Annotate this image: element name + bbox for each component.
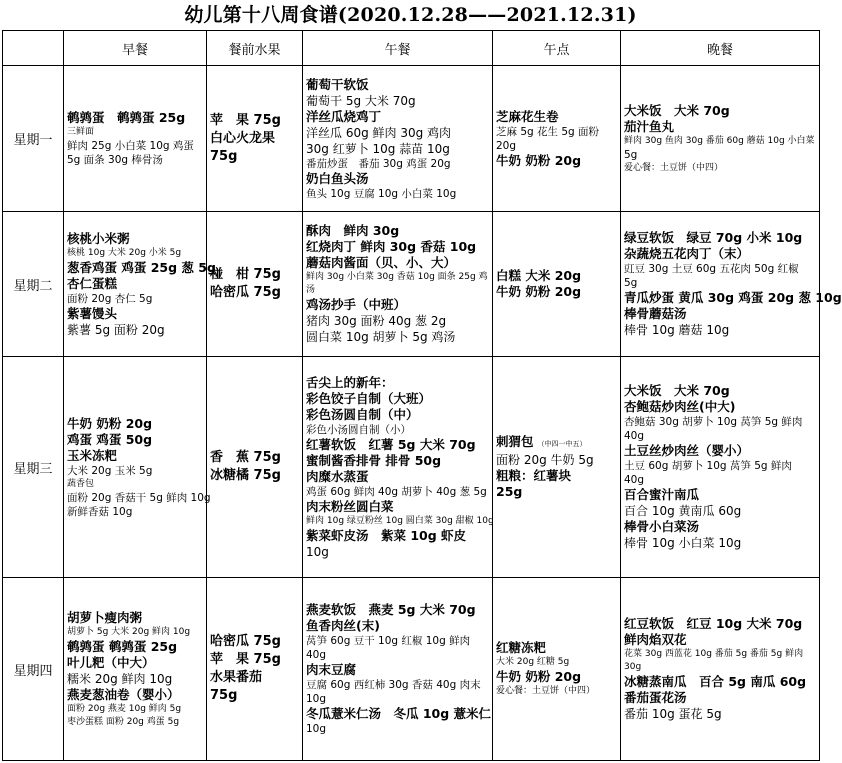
menu-line-text: 汤 bbox=[306, 285, 316, 295]
menu-line-text: 75g bbox=[210, 688, 238, 703]
menu-line bbox=[210, 130, 299, 148]
menu-line-text: 哈密瓜 75g bbox=[210, 634, 281, 649]
menu-line bbox=[624, 148, 816, 162]
menu-line bbox=[306, 93, 489, 109]
menu-line-text: 三鲜面 bbox=[67, 127, 95, 137]
menu-line-text: 5g bbox=[624, 148, 638, 161]
menu-line-text: 鸡蛋 鸡蛋 50g bbox=[67, 431, 153, 447]
menu-line-text: 核桃小米粥 bbox=[67, 230, 130, 246]
breakfast-cell bbox=[64, 66, 207, 212]
menu-line bbox=[67, 626, 203, 639]
menu-line-text: 紫薯 5g 面粉 20g bbox=[67, 322, 165, 337]
menu-line bbox=[496, 656, 617, 669]
menu-line-text: 红薯软饭 红薯 5g 大米 70g bbox=[306, 436, 476, 452]
menu-line-text: 燕麦葱油卷（婴小） bbox=[67, 686, 180, 702]
menu-line-text: 燕麦软饭 燕麦 5g 大米 70g bbox=[306, 602, 476, 617]
fruit-cell bbox=[207, 578, 303, 761]
menu-line bbox=[496, 153, 617, 169]
menu-line-text: 30g bbox=[624, 662, 642, 672]
menu-line-text: 鲜肉 25g 小白菜 10g 鸡蛋 bbox=[67, 140, 194, 152]
day-label: 星期一 bbox=[3, 66, 64, 212]
menu-line bbox=[624, 632, 816, 648]
menu-line-text: 40g bbox=[306, 649, 327, 661]
menu-line bbox=[67, 639, 203, 655]
menu-line bbox=[210, 467, 299, 485]
menu-line-text: 番茄炒蛋 番茄 30g 鸡蛋 20g bbox=[306, 157, 451, 170]
menu-line-text: 糯米 20g 鲜肉 10g bbox=[67, 671, 173, 686]
menu-line-text: 茄汁鱼丸 bbox=[624, 118, 675, 134]
menu-line-text: 水果番茄 bbox=[210, 670, 263, 685]
menu-line bbox=[624, 519, 816, 535]
menu-line bbox=[67, 703, 203, 716]
menu-line-text: 葡萄干 5g 大米 70g bbox=[306, 93, 416, 108]
menu-line bbox=[306, 544, 489, 560]
menu-line-text: 蔬香包 bbox=[67, 478, 95, 489]
menu-line-text: 红糖冻粑 bbox=[496, 640, 547, 655]
menu-line bbox=[306, 437, 489, 453]
menu-line bbox=[67, 322, 203, 338]
lunch-cell bbox=[303, 578, 493, 761]
menu-line bbox=[496, 468, 617, 484]
menu-line bbox=[306, 692, 489, 706]
menu-line-text: 粗粮：红薯块 bbox=[496, 468, 572, 483]
menu-line bbox=[67, 110, 203, 126]
menu-line-text: 冰糖蒸南瓜 百合 5g 南瓜 60g bbox=[624, 674, 807, 689]
menu-line-text: 青瓜炒蛋 黄瓜 30g 鸡蛋 20g 葱 10g bbox=[624, 290, 842, 305]
menu-line bbox=[624, 473, 816, 487]
menu-line-text: 鹌鹑蛋 鹌鹑蛋 25g bbox=[67, 638, 178, 654]
dinner-cell bbox=[621, 212, 842, 357]
menu-line-text: 椪 柑 75g bbox=[210, 267, 281, 282]
menu-line-text: 番茄蛋花汤 bbox=[624, 690, 687, 705]
menu-line bbox=[210, 284, 299, 302]
menu-line-text: 百合蜜汁南瓜 bbox=[624, 487, 700, 502]
menu-line bbox=[306, 329, 489, 345]
menu-line bbox=[624, 119, 816, 135]
menu-line bbox=[67, 231, 203, 247]
menu-line bbox=[306, 255, 489, 271]
menu-line bbox=[624, 661, 816, 674]
menu-line bbox=[67, 153, 203, 167]
menu-line-text: 豇豆 30g 土豆 60g 五花肉 50g 红椒 bbox=[624, 263, 799, 275]
menu-line bbox=[306, 157, 489, 171]
menu-line bbox=[496, 284, 617, 300]
menu-line-text: 圆白菜 10g 胡萝卜 5g 鸡汤 bbox=[306, 330, 456, 344]
menu-line-text: 75g bbox=[210, 148, 238, 164]
menu-line bbox=[306, 77, 489, 93]
menu-line bbox=[624, 399, 816, 415]
menu-line bbox=[624, 162, 816, 175]
menu-line bbox=[306, 453, 489, 469]
menu-line bbox=[67, 416, 203, 432]
menu-table bbox=[2, 30, 842, 761]
menu-line-text: 紫薯馒头 bbox=[67, 305, 118, 321]
header-snack: 午点 bbox=[493, 31, 621, 66]
menu-line bbox=[496, 109, 617, 125]
menu-line-text: 花菜 30g 西蓝花 10g 番茄 5g 番茄 5g 鲜肉 bbox=[624, 649, 804, 659]
menu-line bbox=[67, 464, 203, 478]
menu-line-text: 牛奶 奶粉 20g bbox=[496, 669, 582, 684]
menu-line-text: 杏仁蛋糕 bbox=[67, 275, 118, 291]
menu-line bbox=[306, 223, 489, 239]
snack-cell bbox=[493, 66, 621, 212]
dinner-cell bbox=[621, 357, 820, 578]
menu-line bbox=[67, 448, 203, 464]
header-dinner: 晚餐 bbox=[621, 31, 820, 66]
menu-line bbox=[306, 602, 489, 618]
menu-line-text: 面粉 20g 牛奶 5g bbox=[496, 453, 594, 467]
menu-line-text: 蘑菇肉酱面（贝、小、大） bbox=[306, 255, 457, 270]
menu-line bbox=[496, 125, 617, 139]
fruit-cell bbox=[207, 212, 303, 357]
lunch-cell bbox=[303, 212, 493, 357]
menu-line bbox=[624, 262, 816, 276]
lunch-cell bbox=[303, 66, 493, 212]
menu-line-text: 彩色汤圆自制（中） bbox=[306, 406, 419, 422]
menu-line bbox=[624, 487, 816, 503]
menu-line-text: 大米饭 大米 70g bbox=[624, 102, 730, 118]
menu-line bbox=[306, 722, 489, 736]
snack-cell bbox=[493, 578, 621, 761]
menu-line-text: 鲜肉 10g 绿豆粉丝 10g 圆白菜 30g 甜椒 10g bbox=[306, 515, 494, 526]
snack-cell bbox=[493, 212, 621, 357]
menu-line-text: 5g bbox=[624, 277, 638, 289]
menu-line-text: 30g 红萝卜 10g 蒜苗 10g bbox=[306, 141, 450, 156]
menu-line-text: 大米 20g 红糖 5g bbox=[496, 657, 570, 667]
menu-line-text: 蜜制酱香排骨 排骨 50g bbox=[306, 452, 442, 468]
menu-line-text: 番茄 10g 蛋花 5g bbox=[624, 707, 722, 721]
menu-line bbox=[306, 528, 489, 544]
breakfast-cell bbox=[64, 212, 216, 357]
menu-line-text: 5g 面条 30g 棒骨汤 bbox=[67, 154, 163, 166]
menu-line-text: 肉糜水蒸蛋 bbox=[306, 468, 369, 484]
menu-line bbox=[210, 266, 299, 284]
menu-line bbox=[210, 148, 299, 166]
menu-line-text: 棒骨 10g 蘑菇 10g bbox=[624, 323, 730, 337]
menu-line-text: 莴笋 60g 豆干 10g 红椒 10g 鲜肉 bbox=[306, 635, 471, 647]
menu-line bbox=[67, 478, 203, 491]
table-row bbox=[3, 578, 820, 761]
menu-line-text: 刺猬包 bbox=[496, 434, 534, 449]
menu-line-text: 杏鲍菇 30g 胡萝卜 10g 莴笋 5g 鲜肉 bbox=[624, 416, 803, 428]
menu-line bbox=[306, 271, 489, 284]
menu-line bbox=[306, 423, 489, 437]
menu-line bbox=[496, 669, 617, 685]
dinner-cell bbox=[621, 578, 820, 761]
menu-line-text: 紫菜虾皮汤 紫菜 10g 虾皮 bbox=[306, 527, 467, 543]
menu-line-text: 洋丝瓜烧鸡丁 bbox=[306, 108, 382, 124]
menu-line bbox=[306, 141, 489, 157]
menu-line-text: 玉米冻粑 bbox=[67, 447, 118, 463]
menu-line bbox=[496, 139, 617, 153]
menu-line bbox=[67, 610, 203, 626]
menu-line-text: 奶白鱼头汤 bbox=[306, 170, 369, 186]
menu-line bbox=[67, 491, 211, 505]
menu-line-text: 10g bbox=[306, 723, 327, 735]
menu-line bbox=[496, 640, 617, 656]
header-breakfast: 早餐 bbox=[64, 31, 207, 66]
menu-line-text: 面粉 20g 杏仁 5g bbox=[67, 292, 153, 305]
day-label: 星期二 bbox=[3, 212, 64, 357]
menu-line-text: 20g bbox=[496, 139, 517, 152]
menu-line bbox=[67, 671, 203, 687]
menu-line-text: 冰糖橘 75g bbox=[210, 468, 281, 483]
menu-line bbox=[624, 103, 816, 119]
menu-line-text: 面粉 20g 燕麦 10g 鲜肉 5g bbox=[67, 703, 182, 714]
menu-line bbox=[67, 306, 203, 322]
menu-line-text: 白糕 大米 20g bbox=[496, 268, 582, 283]
menu-line-text: 鲜肉 30g 小白菜 30g 香菇 10g 面条 25g 鸡 bbox=[306, 272, 488, 282]
menu-line bbox=[624, 306, 816, 322]
menu-line-text: 百合 10g 黄南瓜 60g bbox=[624, 504, 742, 518]
menu-line bbox=[210, 669, 299, 687]
fruit-cell bbox=[207, 66, 303, 212]
table-row bbox=[3, 357, 820, 578]
day-label: 星期三 bbox=[3, 357, 64, 578]
menu-line-text: 新鲜香菇 10g bbox=[67, 505, 133, 518]
menu-line bbox=[306, 284, 489, 297]
menu-line bbox=[67, 716, 203, 729]
menu-line-text: 鱼香肉丝(末) bbox=[306, 618, 380, 633]
breakfast-cell bbox=[64, 357, 211, 578]
lunch-cell bbox=[303, 357, 493, 578]
menu-line bbox=[496, 452, 617, 468]
menu-line-text: 哈密瓜 75g bbox=[210, 285, 281, 300]
menu-line-text: 棒骨蘑菇汤 bbox=[624, 306, 687, 321]
menu-line bbox=[496, 484, 617, 500]
menu-line bbox=[306, 678, 489, 692]
menu-line bbox=[306, 109, 489, 125]
menu-line bbox=[306, 407, 489, 423]
menu-line-text: 棒骨小白菜汤 bbox=[624, 519, 700, 534]
menu-line bbox=[67, 247, 203, 260]
menu-line-text: 鸡汤抄手（中班） bbox=[306, 297, 407, 312]
menu-line-text: 牛奶 奶粉 20g bbox=[67, 415, 153, 431]
menu-line bbox=[210, 651, 299, 669]
menu-line bbox=[306, 618, 489, 634]
menu-line-text: 洋丝瓜 60g 鲜肉 30g 鸡肉 bbox=[306, 125, 452, 140]
menu-line-note: （中四一中五） bbox=[537, 440, 587, 448]
menu-line bbox=[67, 259, 216, 276]
menu-line-text: 爱心餐：土豆饼（中四） bbox=[624, 162, 724, 173]
menu-line bbox=[67, 505, 203, 519]
menu-line bbox=[306, 171, 489, 187]
menu-line-text: 芝麻 5g 花生 5g 面粉 bbox=[496, 125, 600, 138]
menu-line bbox=[306, 499, 489, 515]
menu-line bbox=[624, 429, 816, 443]
menu-line-text: 25g bbox=[496, 484, 523, 499]
header-row bbox=[3, 31, 820, 66]
menu-line-text: 棒骨 10g 小白菜 10g bbox=[624, 536, 742, 550]
menu-line-text: 鸡蛋 60g 鲜肉 40g 胡萝卜 40g 葱 5g bbox=[306, 485, 487, 498]
menu-line-text: 杏鲍菇炒肉丝(中大) bbox=[624, 399, 736, 414]
menu-line bbox=[306, 662, 489, 678]
menu-line-text: 面粉 20g 香菇干 5g 鲜肉 10g bbox=[67, 491, 211, 504]
menu-line-text: 胡萝卜 5g 大米 20g 鲜肉 10g bbox=[67, 626, 191, 637]
menu-line bbox=[67, 432, 203, 448]
menu-line bbox=[67, 655, 203, 671]
menu-line bbox=[624, 459, 816, 473]
menu-line bbox=[624, 706, 816, 722]
menu-line-text: 牛奶 奶粉 20g bbox=[496, 284, 582, 299]
menu-line-text: 冬瓜薏米仁汤 冬瓜 10g 薏米仁 bbox=[306, 706, 492, 721]
menu-line-text: 肉末粉丝圆白菜 bbox=[306, 498, 394, 514]
menu-line-text: 40g bbox=[624, 474, 645, 486]
menu-line bbox=[306, 313, 489, 329]
menu-line bbox=[306, 469, 489, 485]
menu-line bbox=[624, 322, 816, 338]
menu-line bbox=[624, 230, 816, 246]
menu-line bbox=[67, 687, 203, 703]
menu-line bbox=[624, 648, 816, 661]
table-row bbox=[3, 212, 820, 357]
menu-line bbox=[210, 633, 299, 651]
header-fruit: 餐前水果 bbox=[207, 31, 303, 66]
menu-line bbox=[306, 485, 489, 499]
menu-line-text: 葡萄干软饭 bbox=[306, 76, 369, 92]
breakfast-cell bbox=[64, 578, 207, 761]
menu-line bbox=[496, 268, 617, 284]
page-title: 幼儿第十八周食谱(2020.12.28——2021.12.31) bbox=[184, 4, 637, 26]
day-label: 星期四 bbox=[3, 578, 64, 761]
menu-line-text: 叶儿粑（中大） bbox=[67, 654, 155, 670]
menu-line-text: 红豆软饭 红豆 10g 大米 70g bbox=[624, 616, 803, 631]
menu-line bbox=[67, 292, 203, 306]
menu-line-text: 40g bbox=[624, 430, 645, 442]
menu-line-text: 爱心餐：土豆饼（中四） bbox=[496, 686, 596, 696]
menu-line bbox=[624, 276, 816, 290]
menu-line-text: 胡萝卜瘦肉粥 bbox=[67, 609, 143, 625]
menu-line-text: 牛奶 奶粉 20g bbox=[496, 152, 582, 168]
menu-line-text: 10g bbox=[306, 693, 327, 705]
menu-line bbox=[624, 690, 816, 706]
menu-line bbox=[624, 616, 816, 632]
menu-line-text: 葱香鸡蛋 鸡蛋 25g 葱 5g bbox=[67, 259, 216, 275]
menu-line bbox=[306, 648, 489, 662]
menu-line bbox=[624, 674, 816, 690]
menu-line-text: 鲜肉焰双花 bbox=[624, 632, 687, 647]
menu-line-text: 彩色饺子自制（大班） bbox=[306, 390, 432, 406]
menu-line bbox=[624, 246, 816, 262]
menu-line bbox=[624, 415, 816, 429]
menu-line bbox=[210, 112, 299, 130]
menu-line bbox=[306, 187, 489, 201]
menu-line-text: 核桃 10g 大米 20g 小米 5g bbox=[67, 247, 182, 258]
menu-line-text: 10g bbox=[306, 544, 329, 559]
menu-line bbox=[306, 391, 489, 407]
header-lunch: 午餐 bbox=[303, 31, 493, 66]
menu-line-text: 香 蕉 75g bbox=[210, 450, 281, 465]
menu-line bbox=[624, 443, 816, 459]
menu-line bbox=[306, 125, 489, 141]
menu-line-text: 苹 果 75g bbox=[210, 112, 281, 128]
menu-line-text: 猪肉 30g 面粉 40g 葱 2g bbox=[306, 314, 447, 328]
menu-line bbox=[624, 503, 816, 519]
menu-line bbox=[306, 515, 494, 528]
menu-line-text: 豆腐 60g 西红柿 30g 香菇 40g 肉末 bbox=[306, 679, 481, 691]
menu-line bbox=[67, 126, 203, 139]
menu-line bbox=[624, 135, 816, 148]
menu-line bbox=[496, 434, 617, 452]
menu-line-text: 白心火龙果 bbox=[210, 130, 276, 146]
header-corner bbox=[3, 31, 64, 66]
menu-line bbox=[306, 239, 489, 255]
menu-line-text: 大米 20g 玉米 5g bbox=[67, 464, 153, 477]
menu-line bbox=[496, 685, 617, 698]
menu-line-text: 杂蔬烧五花肉丁（末） bbox=[624, 246, 750, 261]
menu-line bbox=[306, 375, 489, 391]
menu-line-text: 舌尖上的新年： bbox=[306, 374, 394, 390]
menu-line bbox=[67, 139, 203, 153]
menu-line bbox=[624, 535, 816, 551]
menu-line bbox=[210, 687, 299, 705]
menu-line bbox=[306, 706, 492, 722]
menu-line bbox=[306, 634, 489, 648]
dinner-cell bbox=[621, 66, 820, 212]
menu-line-text: 红烧肉丁 鲜肉 30g 香菇 10g bbox=[306, 239, 477, 254]
fruit-cell bbox=[207, 357, 303, 578]
menu-line-text: 鱼头 10g 豆腐 10g 小白菜 10g bbox=[306, 187, 457, 200]
snack-cell bbox=[493, 357, 621, 578]
menu-line-text: 鹌鹑蛋 鹌鹑蛋 25g bbox=[67, 110, 186, 125]
menu-line-text: 土豆丝炒肉丝（婴小） bbox=[624, 443, 750, 458]
menu-line bbox=[210, 449, 299, 467]
menu-line-text: 枣沙蛋糕 面粉 20g 鸡蛋 5g bbox=[67, 716, 180, 727]
menu-line-text: 绿豆软饭 绿豆 70g 小米 10g bbox=[624, 230, 803, 245]
menu-line bbox=[624, 290, 842, 306]
menu-line-text: 肉末豆腐 bbox=[306, 662, 357, 677]
menu-line-text: 大米饭 大米 70g bbox=[624, 383, 730, 398]
menu-line-text: 酥肉 鲜肉 30g bbox=[306, 223, 400, 238]
menu-line-text: 芝麻花生卷 bbox=[496, 108, 559, 124]
menu-line-text: 彩色小汤圆自制（小） bbox=[306, 423, 411, 436]
menu-line-text: 鲜肉 30g 鱼肉 30g 番茄 60g 蘑菇 10g 小白菜 bbox=[624, 135, 815, 146]
table-row bbox=[3, 66, 820, 212]
menu-line bbox=[67, 276, 203, 292]
menu-line bbox=[624, 383, 816, 399]
menu-line-text: 土豆 60g 胡萝卜 10g 莴笋 5g 鲜肉 bbox=[624, 460, 792, 472]
menu-line-text: 苹 果 75g bbox=[210, 652, 281, 667]
menu-line bbox=[306, 297, 489, 313]
